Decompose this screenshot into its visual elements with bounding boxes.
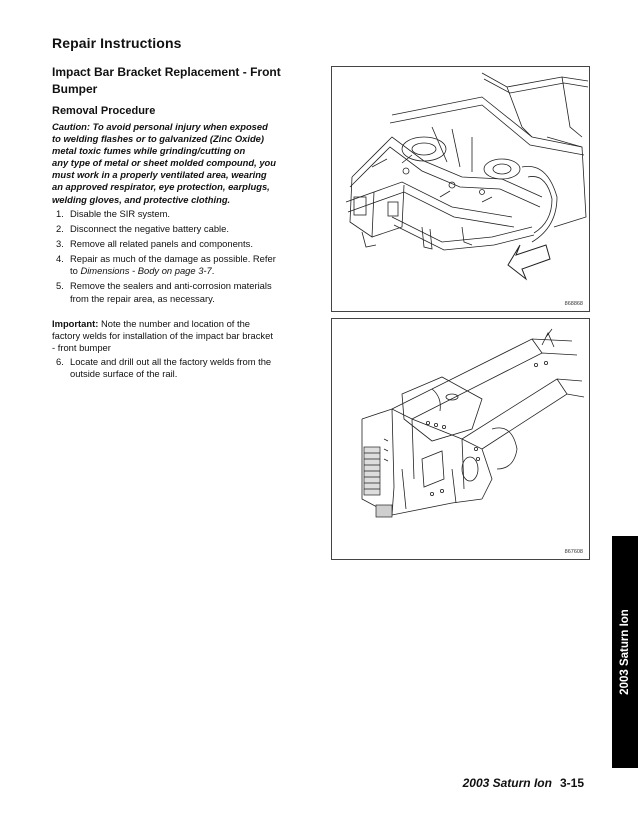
step-item: [52, 223, 314, 235]
step-text: from the repair area, as necessary.: [70, 292, 215, 304]
step-number: 5.: [56, 280, 64, 292]
step-item: [52, 208, 314, 220]
procedure-subtitle: Removal Procedure: [52, 105, 156, 117]
step-text: [70, 265, 314, 277]
figure-id: 868868: [564, 301, 583, 307]
step-text-suffix: .: [211, 265, 215, 277]
step-number: 2.: [56, 223, 64, 235]
drill-steps: [52, 356, 314, 383]
step-text: Repair as much of the damage as possible. Refer: [70, 253, 276, 265]
step-text: Disconnect the negative battery cable.: [70, 223, 229, 235]
step-text: Disable the SIR system.: [70, 208, 171, 219]
caution-line: to welding flashes or to galvanized (Zinc Oxide): [52, 133, 265, 145]
removal-steps: [52, 208, 314, 308]
dimensions-reference-link[interactable]: Dimensions - Body on page 3-7: [80, 265, 212, 277]
important-line: [52, 318, 314, 330]
section-title: Impact Bar Bracket Replacement - Front Bumper: [52, 65, 281, 96]
step-number: 6.: [56, 356, 64, 367]
step-item: [52, 280, 314, 304]
step-text: Locate and drill out all the factory welds from the: [70, 356, 272, 367]
page-footer: [463, 776, 584, 790]
caution-line: an approved respirator, eye protection, earplugs,: [52, 181, 270, 193]
side-tab: [612, 536, 638, 768]
side-tab-label: 2003 Saturn Ion: [619, 609, 631, 695]
step-number: 3.: [56, 238, 64, 250]
important-line: - front bumper: [52, 342, 111, 354]
step-number: 4.: [56, 253, 64, 265]
step-item: [52, 238, 314, 250]
step-text: Remove all related panels and components.: [70, 238, 253, 250]
step-item: [52, 356, 314, 380]
front-structure-illustration-icon: [332, 67, 589, 311]
caution-line: any type of metal or sheet molded compound, you: [52, 157, 276, 169]
rail-weld-illustration-icon: [332, 319, 589, 559]
step-text: outside surface of the rail.: [70, 368, 178, 380]
important-line: factory welds for installation of the impact bar bracket: [52, 330, 273, 342]
figure-id: 867608: [564, 549, 583, 555]
step-text-prefix: to: [70, 265, 81, 277]
figure-front-structure: [331, 66, 590, 312]
caution-line: Caution: To avoid personal injury when exposed: [52, 121, 268, 132]
caution-line: metal toxic fumes while grinding/cutting on: [52, 145, 246, 157]
important-text: Note the number and location of the: [98, 318, 251, 329]
direction-arrow-icon: [508, 245, 550, 279]
caution-line: welding gloves, and protective clothing.: [52, 193, 231, 205]
caution-line: must work in a properly ventilated area, wearing: [52, 169, 267, 181]
page-title: Repair Instructions: [52, 35, 182, 51]
page-number: 3-15: [559, 776, 584, 790]
footer-title: 2003 Saturn Ion: [462, 776, 552, 790]
important-note: [52, 318, 314, 354]
step-text: Remove the sealers and anti-corrosion materials: [70, 280, 272, 292]
step-number: 1.: [56, 208, 64, 219]
important-label: Important:: [52, 318, 99, 329]
figure-rail-welds: [331, 318, 590, 560]
caution-note: [52, 121, 314, 206]
step-item: [52, 253, 314, 277]
